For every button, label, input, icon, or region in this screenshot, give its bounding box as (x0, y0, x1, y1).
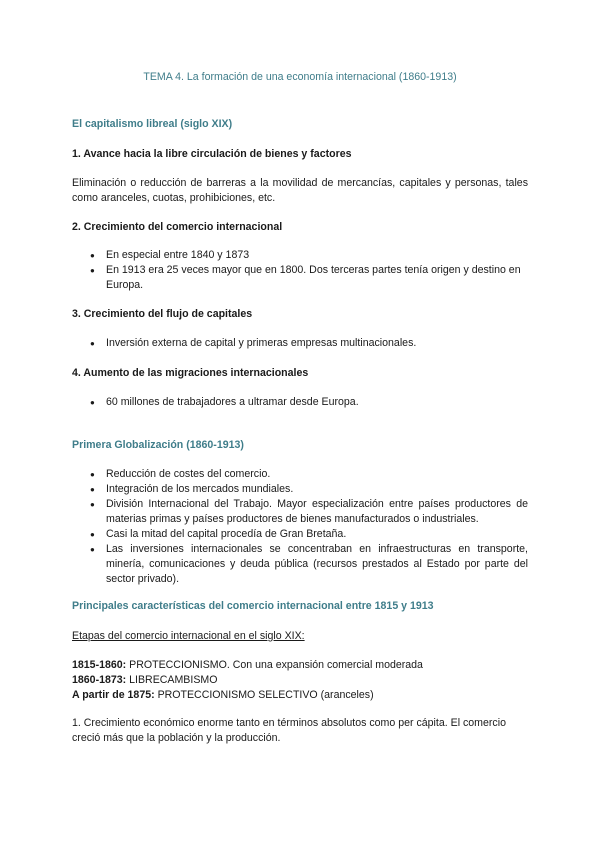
stages-list (72, 658, 528, 703)
stage-period: A partir de 1875: (72, 689, 155, 701)
stages-label: Etapas del comercio internacional en el siglo XIX: (72, 630, 305, 642)
section-heading-caracteristicas: Principales características del comercio internacional entre 1815 y 1913 (72, 600, 434, 612)
stage-line (72, 688, 528, 703)
list-item: ● Reducción de costes del comercio. (86, 467, 528, 482)
bullet-list-migraciones (86, 395, 528, 410)
list-item: ● Inversión externa de capital y primeras empresas multinacionales. (86, 336, 528, 351)
bullet-list-capitales (86, 336, 528, 351)
list-item: ● En 1913 era 25 veces mayor que en 1800. Dos terceras partes tenía origen y destino en Europa. (86, 263, 528, 293)
stage-line (72, 673, 528, 688)
subheading-migraciones: 4. Aumento de las migraciones internacionales (72, 367, 309, 379)
stage-line (72, 658, 528, 673)
bullet-list-comercio (86, 248, 528, 293)
list-item: ● Casi la mitad del capital procedía de Gran Bretaña. (86, 527, 528, 542)
document-title: TEMA 4. La formación de una economía internacional (1860-1913) (143, 71, 457, 83)
subheading-comercio: 2. Crecimiento del comercio internacional (72, 221, 283, 233)
stage-desc: PROTECCIONISMO SELECTIVO (aranceles) (154, 689, 374, 701)
section-heading-globalizacion: Primera Globalización (1860-1913) (72, 439, 244, 451)
subheading-capitales: 3. Crecimiento del flujo de capitales (72, 308, 253, 320)
list-item: ● En especial entre 1840 y 1873 (86, 248, 528, 263)
stage-desc: LIBRECAMBISMO (126, 674, 218, 686)
paragraph-crecimiento: 1. Crecimiento económico enorme tanto en términos absolutos como per cápita. El comercio creció más que la población y la producción. (72, 717, 506, 744)
subheading-avance: 1. Avance hacia la libre circulación de bienes y factores (72, 148, 352, 160)
section-heading-capitalismo: El capitalismo libreal (siglo XIX) (72, 118, 233, 130)
list-item: ● 60 millones de trabajadores a ultramar desde Europa. (86, 395, 528, 410)
list-item: ● Las inversiones internacionales se concentraban en infraestructuras en transporte, minería, comunicaciones y deuda pública (recursos prestados al Estado por parte del sector privado). (86, 542, 528, 587)
stage-desc: PROTECCIONISMO. Con una expansión comercial moderada (126, 659, 423, 671)
paragraph-eliminacion: Eliminación o reducción de barreras a la movilidad de mercancías, capitales y personas, tales como aranceles, cuotas, prohibiciones, etc. (72, 177, 528, 204)
list-item: ● Integración de los mercados mundiales. (86, 482, 528, 497)
bullet-list-globalizacion (86, 467, 528, 587)
list-item: ● División Internacional del Trabajo. Mayor especialización entre países productores de materias primas y países productores de bienes manufacturados o industriales. (86, 497, 528, 527)
stage-period: 1815-1860: (72, 659, 127, 671)
stage-period: 1860-1873: (72, 674, 127, 686)
